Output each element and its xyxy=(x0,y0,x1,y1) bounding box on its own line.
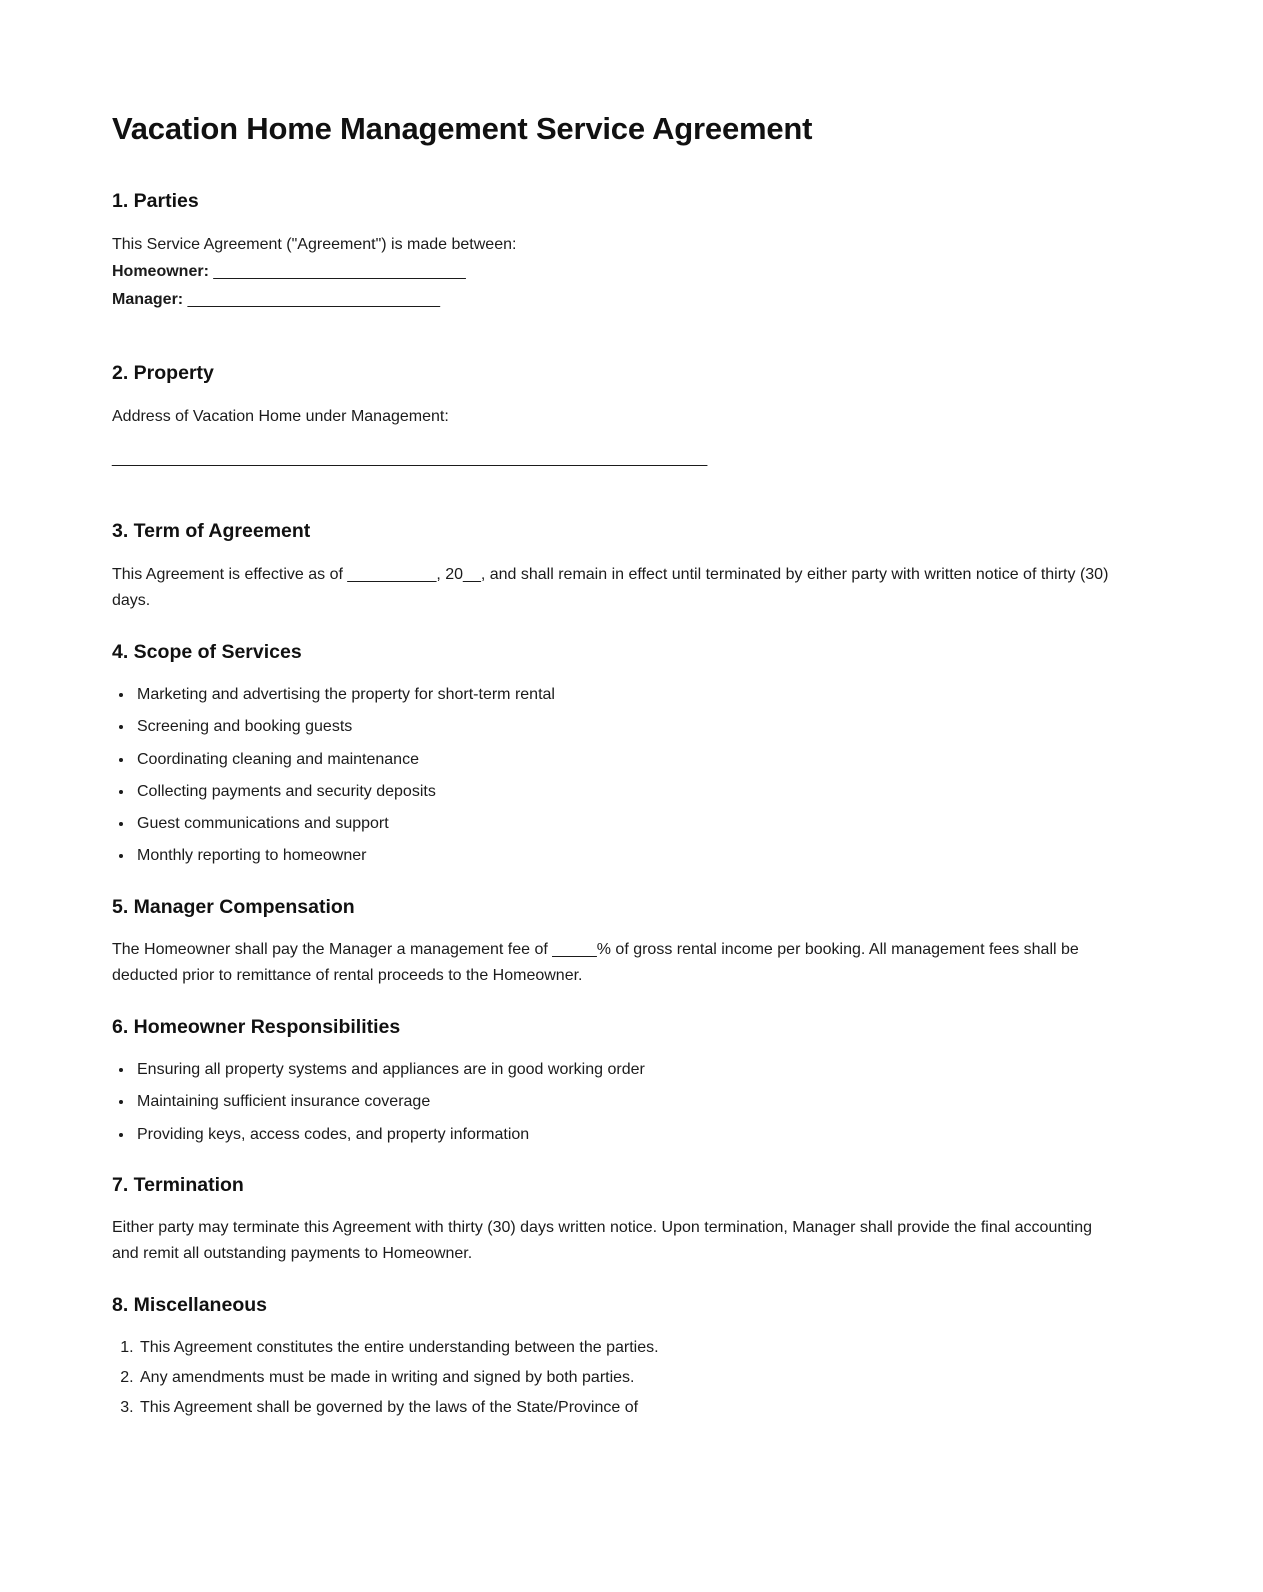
list-item: • Guest communications and support xyxy=(134,811,1113,836)
section-heading-termination: 7. Termination xyxy=(112,1173,244,1196)
list-item: • Coordinating cleaning and maintenance xyxy=(134,747,1113,772)
section-heading-parties: 1. Parties xyxy=(112,190,199,213)
list-item: 2. Any amendments must be made in writing and signed by both parties. xyxy=(138,1366,1113,1390)
term-body-text: This Agreement is effective as of __________, 20__, and shall remain in effect until terminated by either party with written notice of thirty (30) days. xyxy=(112,565,1109,609)
section-compensation xyxy=(112,895,1113,989)
spacer xyxy=(112,339,1113,361)
list-item: 3. This Agreement shall be governed by the laws of the State/Province of xyxy=(138,1396,1113,1420)
spacer xyxy=(112,497,1113,519)
compensation-body-text: The Homeowner shall pay the Manager a management fee of _____% of gross rental income per booking. All management fees shall be deducted prior to remittance of rental proceeds to the Homeowner. xyxy=(112,941,1079,984)
section-heading-miscellaneous: 8. Miscellaneous xyxy=(112,1294,267,1317)
section-property xyxy=(112,361,1113,471)
section-homeowner-responsibilities xyxy=(112,1015,1113,1147)
section-miscellaneous xyxy=(112,1293,1113,1420)
list-item: • Providing keys, access codes, and property information xyxy=(134,1122,1113,1147)
property-address-label: Address of Vacation Home under Management: xyxy=(112,407,449,425)
section-heading-term: 3. Term of Agreement xyxy=(112,520,311,543)
list-item: 1. This Agreement constitutes the entire understanding between the parties. xyxy=(138,1336,1113,1360)
homeowner-field-row xyxy=(112,259,1113,285)
section-heading-compensation: 5. Manager Compensation xyxy=(112,895,355,918)
scope-services-list xyxy=(112,682,1113,869)
termination-body-text: Either party may terminate this Agreement with thirty (30) days written notice. Upon termination, Manager shall provide the final accounting and remit all outstanding payments to Homeowner. xyxy=(112,1219,1093,1263)
list-item: • Maintaining sufficient insurance coverage xyxy=(134,1089,1113,1114)
property-address-blank[interactable]: ______________________________________________________________________ xyxy=(112,449,707,467)
list-item: • Screening and booking guests xyxy=(134,714,1113,739)
section-parties xyxy=(112,189,1113,313)
page-title: Vacation Home Management Service Agreement xyxy=(112,111,813,146)
list-item: • Collecting payments and security deposits xyxy=(134,779,1113,804)
section-scope xyxy=(112,640,1113,869)
section-termination xyxy=(112,1173,1113,1267)
list-item: • Marketing and advertising the property for short-term rental xyxy=(134,682,1113,707)
section-heading-homeowner-responsibilities: 6. Homeowner Responsibilities xyxy=(112,1015,401,1038)
list-item: • Ensuring all property systems and appliances are in good working order xyxy=(134,1057,1113,1082)
homeowner-field-blank[interactable]: ______________________________ xyxy=(213,263,466,281)
section-heading-property: 2. Property xyxy=(112,362,214,385)
manager-field-blank[interactable]: ______________________________ xyxy=(187,291,440,309)
manager-field-label: Manager: xyxy=(112,291,184,309)
section-heading-scope: 4. Scope of Services xyxy=(112,640,302,663)
miscellaneous-list xyxy=(112,1336,1113,1421)
list-item: • Monthly reporting to homeowner xyxy=(134,843,1113,868)
homeowner-field-label: Homeowner: xyxy=(112,263,209,281)
parties-intro-text: This Service Agreement ("Agreement") is made between: xyxy=(112,235,517,253)
section-term xyxy=(112,519,1113,613)
manager-field-row xyxy=(112,287,1113,313)
homeowner-responsibilities-list xyxy=(112,1057,1113,1147)
